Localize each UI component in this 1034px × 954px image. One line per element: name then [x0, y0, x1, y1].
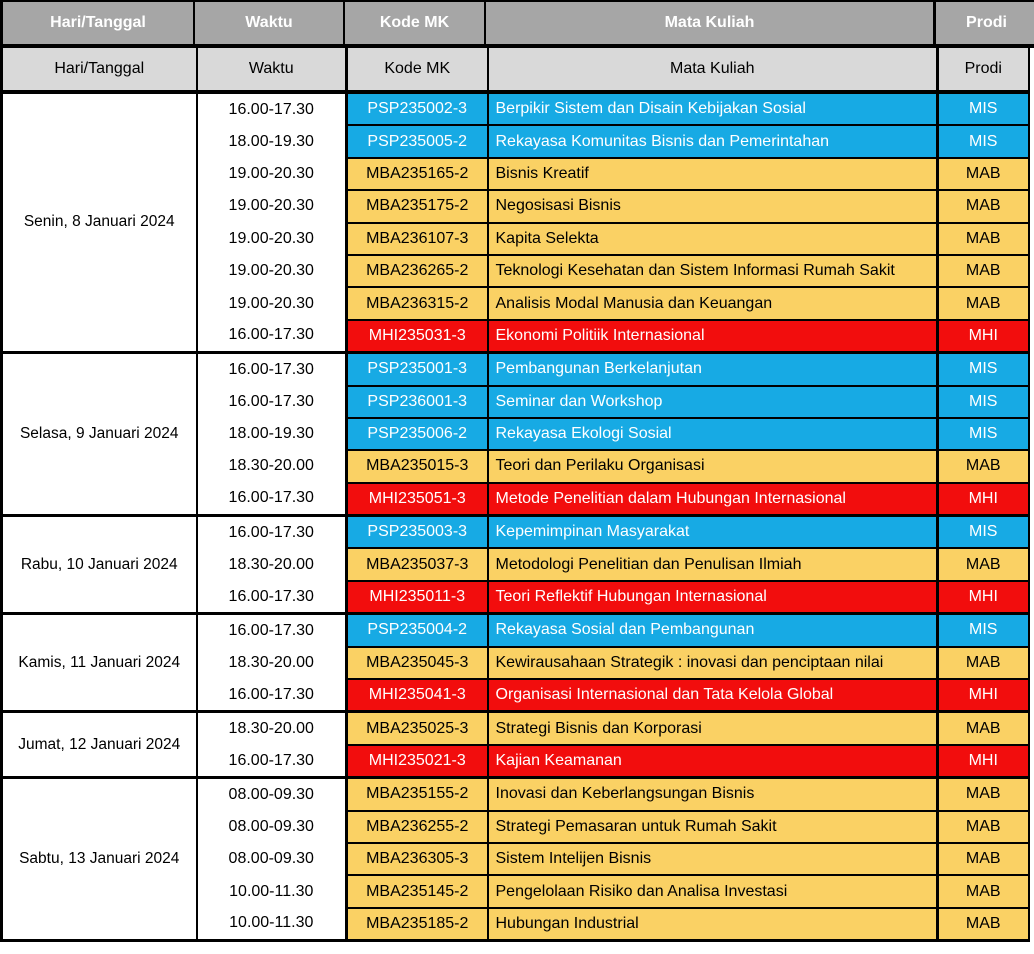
course-name-cell: Pembangunan Berkelanjutan [488, 353, 938, 386]
secondary-header-waktu: Waktu [197, 48, 347, 92]
prodi-cell: MAB [938, 875, 1029, 907]
course-code-cell: PSP236001-3 [347, 386, 488, 418]
course-name-cell: Seminar dan Workshop [488, 386, 938, 418]
prodi-cell: MHI [938, 483, 1029, 516]
primary-header-mata-kuliah: Mata Kuliah [486, 2, 936, 44]
course-code-cell: MBA235045-3 [347, 647, 488, 679]
course-code-cell: MBA235015-3 [347, 450, 488, 482]
prodi-cell: MAB [938, 450, 1029, 482]
course-name-cell: Pengelolaan Risiko dan Analisa Investasi [488, 875, 938, 907]
secondary-header-kode-mk: Kode MK [347, 48, 488, 92]
course-code-cell: MBA235185-2 [347, 908, 488, 941]
prodi-cell: MIS [938, 353, 1029, 386]
day-cell: Jumat, 12 Januari 2024 [2, 712, 197, 778]
time-cell: 18.30-20.00 [197, 647, 347, 679]
prodi-cell: MHI [938, 581, 1029, 614]
secondary-header-hari-tanggal: Hari/Tanggal [2, 48, 197, 92]
course-code-cell: MHI235051-3 [347, 483, 488, 516]
time-cell: 10.00-11.30 [197, 875, 347, 907]
time-cell: 18.00-19.30 [197, 418, 347, 450]
course-name-cell: Rekayasa Ekologi Sosial [488, 418, 938, 450]
course-name-cell: Teori dan Perilaku Organisasi [488, 450, 938, 482]
course-name-cell: Ekonomi Politiik Internasional [488, 320, 938, 353]
prodi-cell: MAB [938, 778, 1029, 811]
course-name-cell: Sistem Intelijen Bisnis [488, 843, 938, 875]
time-cell: 16.00-17.30 [197, 483, 347, 516]
course-name-cell: Rekayasa Komunitas Bisnis dan Pemerintahan [488, 125, 938, 157]
day-cell: Senin, 8 Januari 2024 [2, 92, 197, 353]
prodi-cell: MAB [938, 712, 1029, 745]
course-code-cell: MHI235031-3 [347, 320, 488, 353]
course-name-cell: Rekayasa Sosial dan Pembangunan [488, 614, 938, 647]
time-cell: 19.00-20.30 [197, 223, 347, 255]
time-cell: 16.00-17.30 [197, 320, 347, 353]
course-name-cell: Inovasi dan Keberlangsungan Bisnis [488, 778, 938, 811]
primary-header-prodi: Prodi [966, 14, 1007, 31]
time-cell: 16.00-17.30 [197, 353, 347, 386]
secondary-header-row [2, 48, 1029, 92]
prodi-cell: MIS [938, 125, 1029, 157]
schedule-row [2, 516, 1029, 549]
time-cell: 19.00-20.30 [197, 287, 347, 319]
primary-header-kode-mk: Kode MK [345, 2, 486, 44]
secondary-header-prodi: Prodi [938, 48, 1029, 92]
time-cell: 18.00-19.30 [197, 125, 347, 157]
schedule-row [2, 778, 1029, 811]
course-name-cell: Negosisasi Bisnis [488, 190, 938, 222]
prodi-cell: MAB [938, 908, 1029, 941]
time-cell: 16.00-17.30 [197, 386, 347, 418]
prodi-cell: MHI [938, 679, 1029, 712]
primary-header-hari-tanggal: Hari/Tanggal [3, 2, 195, 44]
day-cell: Kamis, 11 Januari 2024 [2, 614, 197, 712]
course-name-cell: Kajian Keamanan [488, 745, 938, 778]
schedule-body [2, 48, 1029, 941]
course-name-cell: Metode Penelitian dalam Hubungan Internasional [488, 483, 938, 516]
course-name-cell: Hubungan Industrial [488, 908, 938, 941]
time-cell: 16.00-17.30 [197, 92, 347, 125]
secondary-header-mata-kuliah: Mata Kuliah [488, 48, 938, 92]
time-cell: 16.00-17.30 [197, 516, 347, 549]
course-code-cell: MHI235021-3 [347, 745, 488, 778]
course-code-cell: MBA235037-3 [347, 548, 488, 580]
time-cell: 18.30-20.00 [197, 548, 347, 580]
course-name-cell: Kewirausahaan Strategik : inovasi dan penciptaan nilai [488, 647, 938, 679]
prodi-cell: MAB [938, 223, 1029, 255]
course-code-cell: MBA236107-3 [347, 223, 488, 255]
course-code-cell: MHI235041-3 [347, 679, 488, 712]
course-code-cell: PSP235004-2 [347, 614, 488, 647]
time-cell: 18.30-20.00 [197, 450, 347, 482]
prodi-cell: MAB [938, 158, 1029, 190]
schedule-row [2, 712, 1029, 745]
prodi-cell: MAB [938, 843, 1029, 875]
day-cell: Rabu, 10 Januari 2024 [2, 516, 197, 614]
time-cell: 18.30-20.00 [197, 712, 347, 745]
course-code-cell: PSP235002-3 [347, 92, 488, 125]
course-code-cell: MBA235025-3 [347, 712, 488, 745]
course-name-cell: Strategi Pemasaran untuk Rumah Sakit [488, 811, 938, 843]
course-code-cell: PSP235001-3 [347, 353, 488, 386]
time-cell: 19.00-20.30 [197, 255, 347, 287]
prodi-cell: MAB [938, 287, 1029, 319]
course-name-cell: Kepemimpinan Masyarakat [488, 516, 938, 549]
course-name-cell: Kapita Selekta [488, 223, 938, 255]
course-name-cell: Analisis Modal Manusia dan Keuangan [488, 287, 938, 319]
prodi-cell: MIS [938, 92, 1029, 125]
course-code-cell: MHI235011-3 [347, 581, 488, 614]
prodi-cell: MHI [938, 745, 1029, 778]
time-cell: 08.00-09.30 [197, 811, 347, 843]
time-cell: 08.00-09.30 [197, 778, 347, 811]
schedule-row [2, 614, 1029, 647]
prodi-cell: MIS [938, 418, 1029, 450]
course-name-cell: Teknologi Kesehatan dan Sistem Informasi Rumah Sakit [488, 255, 938, 287]
prodi-cell: MIS [938, 516, 1029, 549]
prodi-cell: MIS [938, 614, 1029, 647]
prodi-cell: MAB [938, 548, 1029, 580]
primary-header-row [0, 0, 1034, 48]
prodi-cell: MAB [938, 811, 1029, 843]
course-name-cell: Strategi Bisnis dan Korporasi [488, 712, 938, 745]
course-code-cell: MBA236305-3 [347, 843, 488, 875]
prodi-cell: MAB [938, 255, 1029, 287]
course-name-cell: Bisnis Kreatif [488, 158, 938, 190]
prodi-cell: MHI [938, 320, 1029, 353]
schedule-table [0, 48, 1030, 942]
course-code-cell: MBA235165-2 [347, 158, 488, 190]
time-cell: 19.00-20.30 [197, 190, 347, 222]
course-code-cell: MBA236315-2 [347, 287, 488, 319]
course-code-cell: PSP235003-3 [347, 516, 488, 549]
course-code-cell: MBA236255-2 [347, 811, 488, 843]
course-code-cell: MBA235155-2 [347, 778, 488, 811]
course-name-cell: Metodologi Penelitian dan Penulisan Ilmiah [488, 548, 938, 580]
prodi-cell: MIS [938, 386, 1029, 418]
primary-header-waktu: Waktu [195, 2, 345, 44]
course-code-cell: MBA235145-2 [347, 875, 488, 907]
time-cell: 16.00-17.30 [197, 745, 347, 778]
course-name-cell: Berpikir Sistem dan Disain Kebijakan Sosial [488, 92, 938, 125]
course-code-cell: PSP235005-2 [347, 125, 488, 157]
course-code-cell: MBA236265-2 [347, 255, 488, 287]
day-cell: Selasa, 9 Januari 2024 [2, 353, 197, 516]
prodi-cell: MAB [938, 647, 1029, 679]
day-cell: Sabtu, 13 Januari 2024 [2, 778, 197, 941]
prodi-cell: MAB [938, 190, 1029, 222]
course-name-cell: Organisasi Internasional dan Tata Kelola Global [488, 679, 938, 712]
time-cell: 16.00-17.30 [197, 581, 347, 614]
time-cell: 08.00-09.30 [197, 843, 347, 875]
time-cell: 10.00-11.30 [197, 908, 347, 941]
schedule-row [2, 92, 1029, 125]
schedule-row [2, 353, 1029, 386]
course-code-cell: PSP235006-2 [347, 418, 488, 450]
time-cell: 16.00-17.30 [197, 614, 347, 647]
time-cell: 19.00-20.30 [197, 158, 347, 190]
course-name-cell: Teori Reflektif Hubungan Internasional [488, 581, 938, 614]
course-code-cell: MBA235175-2 [347, 190, 488, 222]
time-cell: 16.00-17.30 [197, 679, 347, 712]
